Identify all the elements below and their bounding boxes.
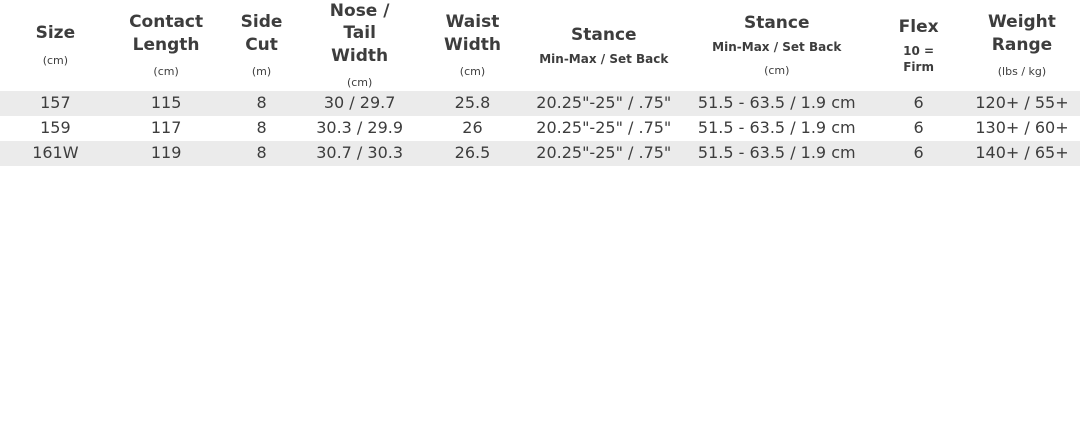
cell-weight-range: 130+ / 60+ xyxy=(964,116,1080,141)
column-title: Flex xyxy=(898,17,939,38)
cell-stance-cm: 51.5 - 63.5 / 1.9 cm xyxy=(680,116,873,141)
column-title: Stance xyxy=(571,25,637,46)
cell-stance-inches: 20.25"-25" / .75" xyxy=(527,91,680,116)
column-title: Weight Range xyxy=(988,12,1056,55)
table-header xyxy=(0,0,1080,91)
column-header-weight-range xyxy=(964,0,1080,91)
cell-flex: 6 xyxy=(873,141,964,166)
cell-contact-length: 117 xyxy=(111,116,222,141)
column-header-size xyxy=(0,0,111,91)
table-row xyxy=(0,91,1080,116)
column-unit: (lbs / kg) xyxy=(997,65,1047,79)
cell-size: 161W xyxy=(0,141,111,166)
column-unit: (cm) xyxy=(459,65,486,79)
column-unit: (cm) xyxy=(42,53,69,67)
cell-stance-cm: 51.5 - 63.5 / 1.9 cm xyxy=(680,141,873,166)
cell-nose-tail-width: 30 / 29.7 xyxy=(302,91,418,116)
column-subtitle: 10 = Firm xyxy=(903,43,935,74)
header-row xyxy=(0,0,1080,91)
column-header-nose-tail-width xyxy=(302,0,418,91)
cell-waist-width: 26.5 xyxy=(418,141,528,166)
board-size-spec-table xyxy=(0,0,1080,166)
cell-size: 157 xyxy=(0,91,111,116)
column-subtitle: Min-Max / Set Back xyxy=(539,51,669,66)
cell-contact-length: 115 xyxy=(111,91,222,116)
cell-flex: 6 xyxy=(873,116,964,141)
column-header-waist-width xyxy=(418,0,528,91)
column-subtitle: Min-Max / Set Back xyxy=(712,39,842,54)
column-unit: (m) xyxy=(251,65,272,79)
column-title: Stance xyxy=(743,13,810,34)
column-title: Side Cut xyxy=(240,12,283,55)
column-header-stance-inches xyxy=(527,0,680,91)
cell-weight-range: 120+ / 55+ xyxy=(964,91,1080,116)
cell-side-cut: 8 xyxy=(221,91,301,116)
cell-weight-range: 140+ / 65+ xyxy=(964,141,1080,166)
column-header-flex xyxy=(873,0,964,91)
column-title: Nose / Tail Width xyxy=(329,1,390,66)
table-row xyxy=(0,116,1080,141)
cell-nose-tail-width: 30.3 / 29.9 xyxy=(302,116,418,141)
cell-stance-inches: 20.25"-25" / .75" xyxy=(527,116,680,141)
column-header-side-cut xyxy=(221,0,301,91)
cell-contact-length: 119 xyxy=(111,141,222,166)
column-unit: (cm) xyxy=(346,76,373,90)
column-unit: (cm) xyxy=(764,63,790,77)
cell-side-cut: 8 xyxy=(221,141,301,166)
column-title: Waist Width xyxy=(443,12,501,55)
cell-stance-cm: 51.5 - 63.5 / 1.9 cm xyxy=(680,91,873,116)
table-body xyxy=(0,91,1080,165)
column-unit: (cm) xyxy=(153,65,179,79)
cell-size: 159 xyxy=(0,116,111,141)
column-header-contact-length xyxy=(111,0,222,91)
cell-flex: 6 xyxy=(873,91,964,116)
cell-waist-width: 25.8 xyxy=(418,91,528,116)
cell-stance-inches: 20.25"-25" / .75" xyxy=(527,141,680,166)
column-title: Size xyxy=(35,23,76,44)
cell-side-cut: 8 xyxy=(221,116,301,141)
cell-nose-tail-width: 30.7 / 30.3 xyxy=(302,141,418,166)
column-title: Contact Length xyxy=(129,12,204,55)
cell-waist-width: 26 xyxy=(418,116,528,141)
column-header-stance-cm xyxy=(680,0,873,91)
table-row xyxy=(0,141,1080,166)
